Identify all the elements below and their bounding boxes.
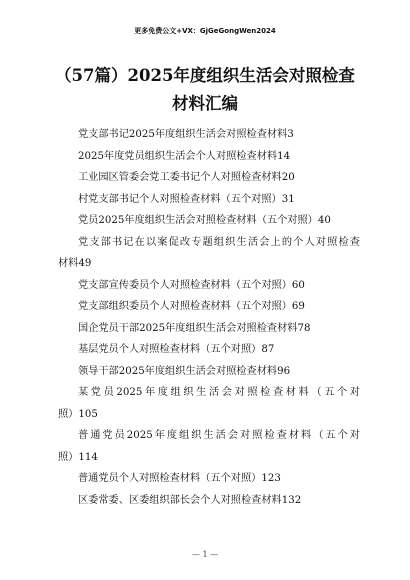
document-title — [40, 62, 370, 118]
toc-item: 党支部书记2025年度组织生活会对照检查材料3 — [78, 129, 294, 140]
toc-item: 工业园区管委会党工委书记个人对照检查材料20 — [78, 172, 295, 183]
table-of-contents — [58, 124, 360, 511]
toc-item: 党支部书记在以案促改专题组织生活会上的个人对照检查 — [78, 236, 360, 248]
toc-item: 普通党员2025年度组织生活会对照检查材料（五个对 — [78, 430, 360, 441]
toc-item: 党支部宣传委员个人对照检查材料（五个对照）60 — [78, 279, 305, 291]
toc-item: 区委常委、区委组织部长会个人对照检查材料132 — [78, 494, 302, 506]
toc-item: 村党支部书记个人对照检查材料（五个对照）31 — [78, 193, 295, 205]
toc-item: 基层党员个人对照检查材料（五个对照）87 — [78, 344, 275, 355]
toc-item-continuation: 照）114 — [58, 451, 98, 463]
page-number: — 1 — — [191, 550, 219, 559]
toc-item: 2025年度党员组织生活会个人对照检查材料14 — [78, 150, 291, 162]
toc-item-continuation: 材料49 — [58, 258, 92, 269]
toc-item-continuation: 照）105 — [58, 408, 98, 420]
title-line-2: 材料汇编 — [172, 94, 238, 113]
toc-item: 某党员2025年度组织生活会对照检查材料（五个对 — [78, 387, 360, 398]
toc-item: 领导干部2025年度组织生活会对照检查材料96 — [78, 365, 291, 377]
title-line-1: （57篇）2025年度组织生活会对照检查 — [55, 66, 355, 85]
toc-item: 普通党员个人对照检查材料（五个对照）123 — [78, 473, 281, 484]
toc-item: 国企党员干部2025年度组织生活会对照检查材料78 — [78, 322, 311, 334]
toc-item: 党员2025年度组织生活会对照检查材料（五个对照）40 — [78, 215, 331, 226]
toc-item: 党支部组织委员个人对照检查材料（五个对照）69 — [78, 301, 305, 312]
header-note: 更多免费公文+VX：GjGeGongWen2024 — [134, 27, 276, 35]
